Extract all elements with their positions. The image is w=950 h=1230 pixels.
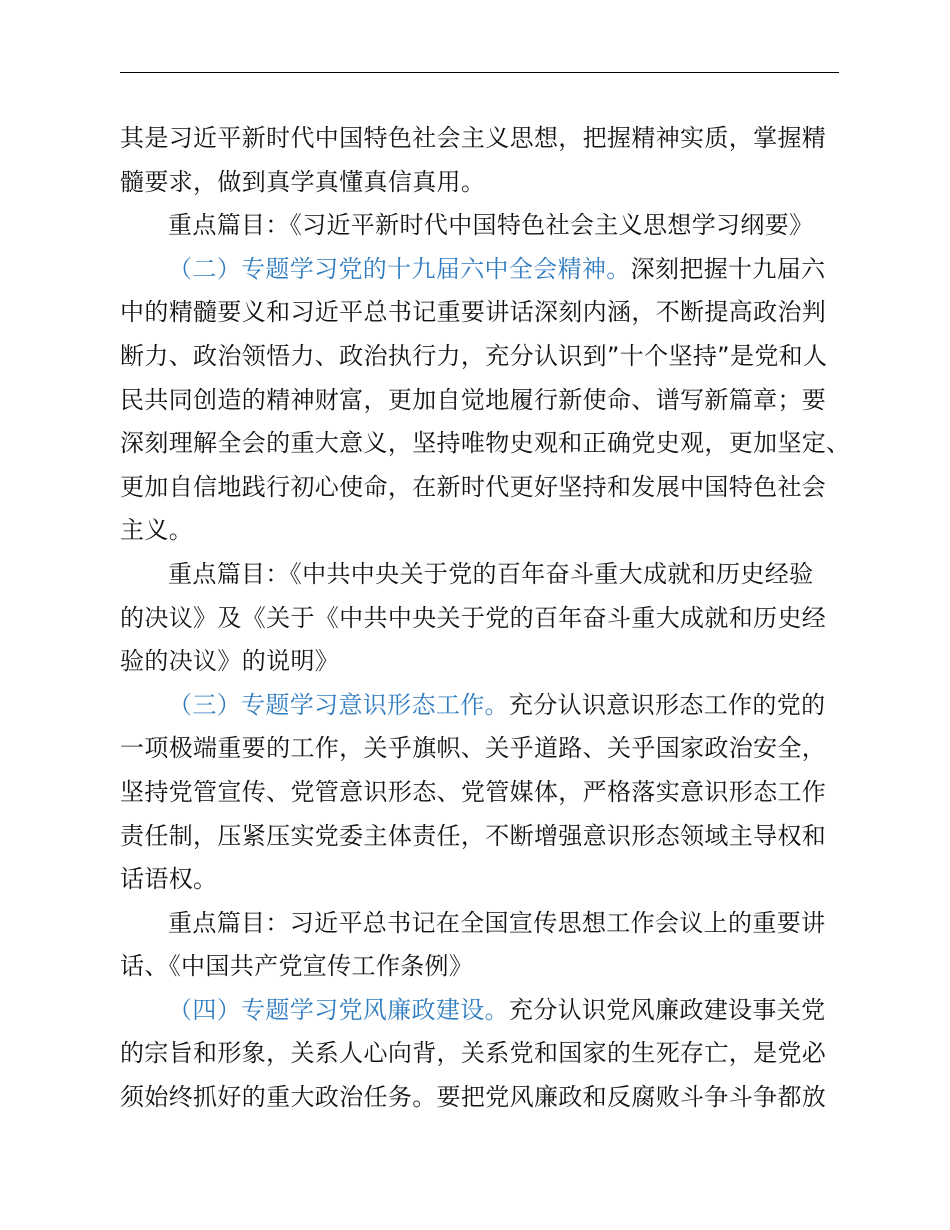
section-heading-3: （三）专题学习意识形态工作。 (168, 690, 509, 719)
text-line: 深刻理解全会的重大意义，坚持唯物史观和正确党史观，更加坚定、 (120, 429, 851, 458)
text-line: 验的决议》的说明》 (120, 647, 340, 676)
text-line: 话、《中国共产党宣传工作条例》 (120, 952, 474, 981)
text-line: 一项极端重要的工作，关乎旗帜、关乎道路、关乎国家政治安全， (120, 734, 827, 763)
text-line: 坚持党管宣传、党管意识形态、党管媒体，严格落实意识形态工作 (120, 777, 827, 806)
text-run: 深刻把握十九届六 (630, 254, 826, 283)
text-line: 的宗旨和形象，关系人心向背，关系党和国家的生死存亡，是党必 (120, 1039, 827, 1068)
text-line: 须始终抓好的重大政治任务。要把党风廉政和反腐败斗争斗争都放 (120, 1083, 827, 1112)
section-heading-2: （二）专题学习党的十九届六中全会精神。 (168, 254, 631, 283)
key-readings-line: 重点篇目：《习近平新时代中国特色社会主义思想学习纲要》 (168, 211, 814, 240)
text-line: 断力、政治领悟力、政治执行力，充分认识到”十个坚持”是党和人 (120, 341, 828, 370)
text-line: 中的精髓要义和习近平总书记重要讲话深刻内涵，不断提高政治判 (120, 298, 827, 327)
text-line: 其是习近平新时代中国特色社会主义思想，把握精神实质，掌握精 (120, 124, 827, 152)
text-line: 的决议》及《关于《中共中央关于党的百年奋斗重大成就和历史经 (120, 603, 827, 632)
text-line: 话语权。 (120, 865, 218, 894)
body-text (120, 117, 851, 1120)
text-line: 民共同创造的精神财富，更加自觉地履行新使命、谱写新篇章；要 (120, 385, 827, 414)
text-line: 髓要求，做到真学真懂真信真用。 (120, 167, 486, 196)
text-line: 更加自信地践行初心使命，在新时代更好坚持和发展中国特色社会 (120, 472, 827, 501)
section-4-first-line (120, 989, 842, 1033)
text-line: 主义。 (120, 516, 194, 545)
text-run: 充分认识党风廉政建设事关党 (508, 995, 826, 1024)
key-readings-line: 重点篇目：《中共中央关于党的百年奋斗重大成就和历史经验 (168, 559, 814, 588)
section-heading-4: （四）专题学习党风廉政建设。 (168, 995, 509, 1024)
key-readings-line: 重点篇目：习近平总书记在全国宣传思想工作会议上的重要讲 (168, 908, 826, 937)
text-line: 责任制，压紧压实党委主体责任，不断增强意识形态领域主导权和 (120, 821, 827, 850)
header-rule (120, 72, 839, 73)
section-3-first-line (120, 684, 842, 728)
section-2-first-line (120, 248, 842, 292)
text-run: 充分认识意识形态工作的党的 (508, 690, 826, 719)
